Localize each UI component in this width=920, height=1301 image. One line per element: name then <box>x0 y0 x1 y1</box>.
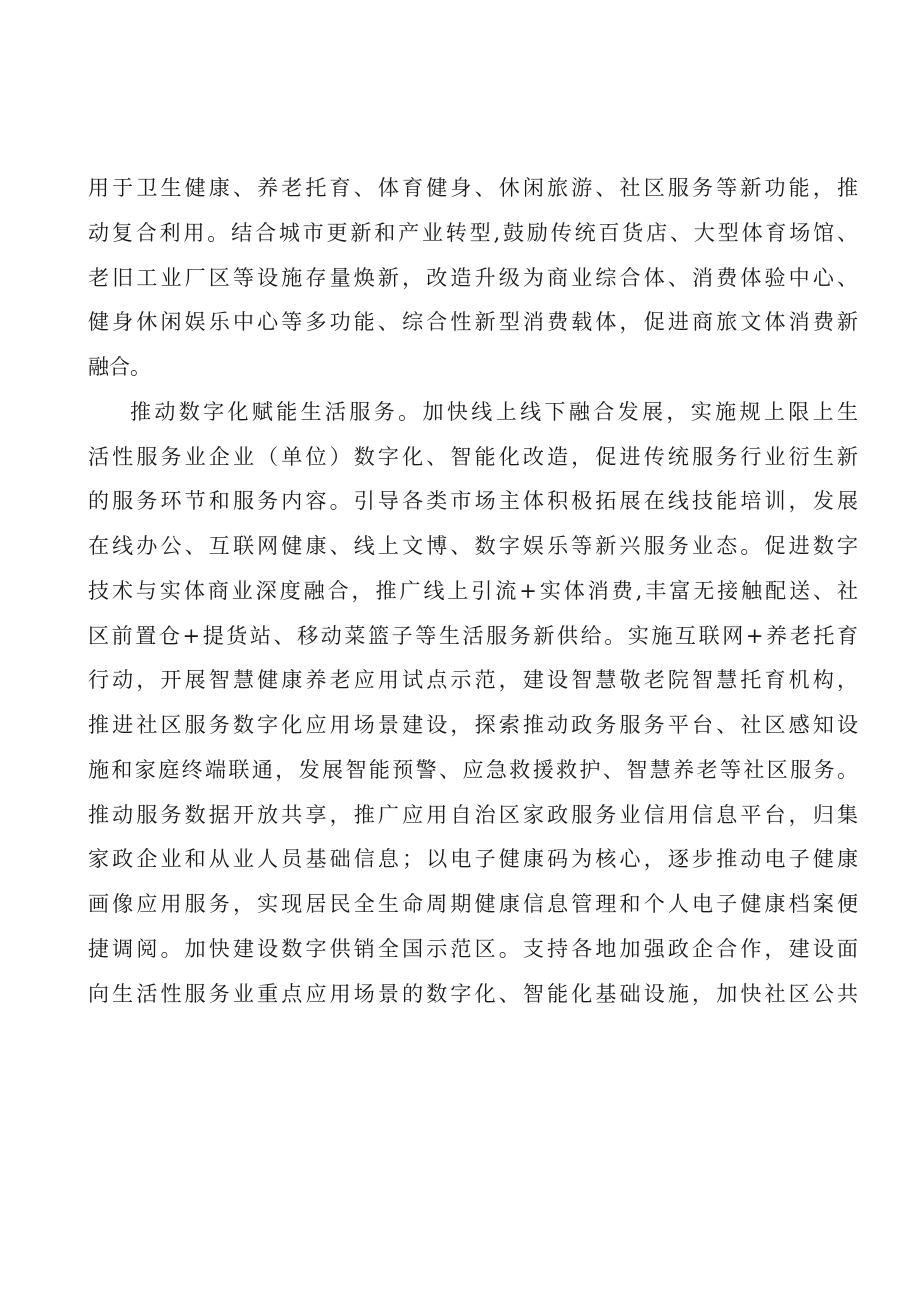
text-line: 推进社区服务数字化应用场景建设，探索推动政务服务平台、社区感知设 <box>88 713 858 737</box>
text-line: 捷调阅。加快建设数字供销全国示范区。支持各地加强政企合作，建设面 <box>88 936 858 961</box>
text-line: 家政企业和从业人员基础信息；以电子健康码为核心，逐步推动电子健康 <box>88 847 858 872</box>
text-line: 的服务环节和服务内容。引导各类市场主体积极拓展在线技能培训，发展 <box>88 489 858 514</box>
text-line: 动复合利用。结合城市更新和产业转型,鼓励传统百货店、大型体育场馆、 <box>88 220 858 245</box>
text-line: 用于卫生健康、养老托育、体育健身、休闲旅游、社区服务等新功能，推 <box>88 176 858 200</box>
text-line: 施和家庭终端联通，发展智能预警、应急救援救护、智慧养老等社区服务。 <box>88 757 858 782</box>
paragraph <box>88 390 858 1017</box>
text-line: 推动数字化赋能生活服务。加快线上线下融合发展，实施规上限上生 <box>130 399 858 424</box>
text-line: 区前置仓+提货站、移动菜篮子等生活服务新供给。实施互联网+养老托育 <box>88 623 858 648</box>
text-line: 推动服务数据开放共享，推广应用自治区家政服务业信用信息平台，归集 <box>88 802 858 827</box>
text-line: 在线办公、互联网健康、线上文博、数字娱乐等新兴服务业态。促进数字 <box>88 534 858 558</box>
text-line: 融合。 <box>88 355 151 379</box>
text-line: 技术与实体商业深度融合，推广线上引流+实体消费,丰富无接触配送、社 <box>88 578 858 603</box>
paragraph <box>88 166 858 390</box>
document-body <box>88 166 858 1016</box>
text-line: 老旧工业厂区等设施存量焕新，改造升级为商业综合体、消费体验中心、 <box>88 265 858 290</box>
text-line: 向生活性服务业重点应用场景的数字化、智能化基础设施，加快社区公共 <box>88 981 858 1006</box>
text-line: 行动，开展智慧健康养老应用试点示范，建设智慧敬老院智慧托育机构， <box>88 668 858 693</box>
text-line: 活性服务业企业（单位）数字化、智能化改造，促进传统服务行业衍生新 <box>88 444 858 469</box>
text-line: 画像应用服务，实现居民全生命周期健康信息管理和个人电子健康档案便 <box>88 892 858 916</box>
text-line: 健身休闲娱乐中心等多功能、综合性新型消费载体，促进商旅文体消费新 <box>88 310 858 335</box>
